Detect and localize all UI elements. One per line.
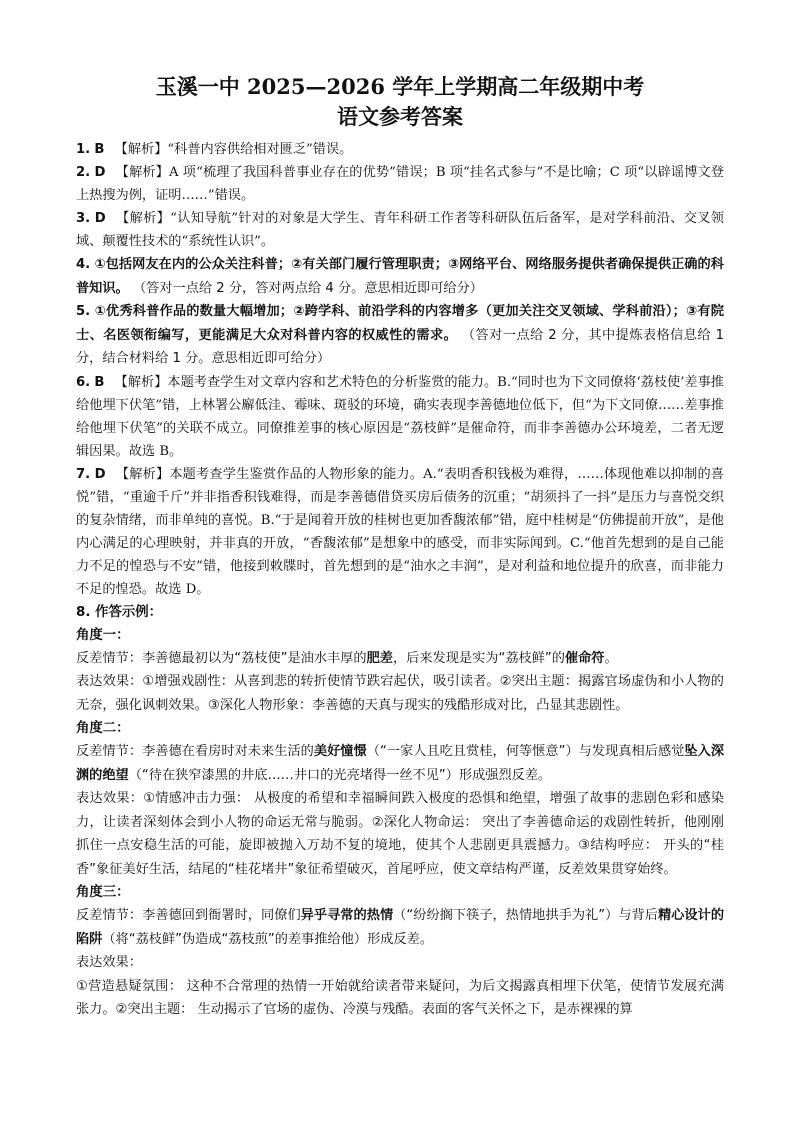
answer-choice: B	[94, 374, 105, 390]
question-number: 1.	[76, 142, 91, 157]
contrast-text: 李善德在看房时对未来生活的	[142, 744, 314, 759]
angle-3-effect-label: 表达效果：	[76, 955, 142, 970]
contrast-text: 李善德最初以为“荔枝使”是油水丰厚的	[141, 650, 367, 666]
analysis-text: 【解析】“科普内容供给相对匮乏”错误。	[114, 142, 353, 157]
answer-key-points: ①优秀科普作品的数量大幅增加；②跨学科、前沿学科的内容增多（更加关注交叉领域、学科前沿）；③有院士、名医领衔编写，更能满足大众对科普内容的权威性的需求。	[76, 304, 724, 343]
contrast-text: （“纷纷搁下筷子，热情地拱手为礼”）与背后	[393, 908, 658, 923]
contrast-label: 反差情节：	[76, 908, 143, 923]
question-number: 2.	[76, 165, 91, 180]
question-6	[76, 371, 724, 463]
analysis-text: 【解析】A 项“梳理了我国科普事业存在的优势”错误；B 项“挂名式参与”不是比喻；C 项“以辟谣博文登上热搜为例，证明……”错误。	[76, 165, 724, 203]
contrast-text: 。	[604, 650, 618, 666]
scoring-note: （答对一点给 2 分，其中提炼表格信息给 1 分，结合材料给 1 分。意思相近即可给分）	[76, 327, 724, 366]
page-subtitle: 语文参考答案	[337, 104, 463, 129]
page-title: 玉溪一中 2025—2026 学年上学期高二年级期中考	[155, 74, 645, 99]
angle-2-contrast	[76, 740, 724, 787]
contrast-keyword: 肥差	[366, 650, 393, 666]
answer-key-points: ①包括网友在内的公众关注科普；②有关部门履行管理职责；③网络平台、网络服务提供者确保提供正确的科普知识。	[76, 257, 724, 296]
scoring-note: （答对一点给 2 分，答对两点给 4 分。意思相近即可给分）	[132, 280, 483, 296]
analysis-text: 【解析】“认知导航”针对的对象是大学生、青年科研工作者等科研队伍后备军，是对学科前沿、交叉领域、颠覆性技术的“系统性认识”。	[76, 211, 724, 249]
contrast-label: 反差情节：	[76, 744, 143, 759]
angle-1-contrast	[76, 647, 724, 671]
contrast-keyword: 催命符	[564, 650, 605, 666]
angle-3-effect: ①营造悬疑氛围： 这种不合常理的热情一开始就给读者带来疑问，为后文揭露真相埋下伏笔，使情节发展充满张力。②突出主题： 生动揭示了官场的虚伪、冷漠与残酷。表面的客气关怀之下，是赤裸裸的算	[76, 978, 724, 1017]
answer-choice: B	[94, 142, 105, 157]
angle-1-heading: 角度一：	[76, 627, 130, 643]
angle-1-effect: 表达效果：①增强戏剧性：从喜到悲的转折使情节跌宕起伏，吸引读者。②突出主题：揭露官场虚伪和小人物的无奈，强化讽刺效果。③深化人物形象：李善德的天真与现实的残酷形成对比，凸显其悲剧性。	[76, 674, 724, 713]
question-2	[76, 161, 724, 207]
contrast-text: （“一家人且吃且赏桂，何等惬意”）与发现真相后感觉	[366, 744, 685, 759]
angle-3-heading: 角度三：	[76, 885, 130, 900]
question-number: 8.	[76, 604, 91, 620]
question-3	[76, 207, 724, 253]
angle-3-contrast	[76, 904, 724, 951]
question-number: 5.	[76, 304, 91, 319]
question-5	[76, 300, 724, 371]
contrast-text: ，后来发现是实为“荔枝鲜”的	[392, 650, 565, 666]
answer-choice: D	[94, 466, 106, 482]
analysis-text: 【解析】本题考查学生鉴赏作品的人物形象的能力。A.“表明香积钱极为难得，……体现他难以抑制的喜悦”错，“重逾千斤”并非指香积钱难得，而是李善德借贷买房后债务的沉重；“胡须抖了一抖”是压力与喜悦交织的复杂情绪，而非单纯的喜悦。B.“于是闻着开放的桂树也更加香馥浓郁”错，庭中桂树是“仿佛提前开放”，是他内心满足的心理映射，并非真的开放，“香馥浓郁”是想象中的感受，而非实际闻到。C.“他首先想到的是自己能力不足的惶恐与不安”错，他接到敕牒时，首先想到的是“油水之丰润”，是对利益和地位提升的欣喜，而非能力不足的惶恐。故选 D。	[76, 466, 724, 597]
analysis-text: 【解析】本题考查学生对文章内容和艺术特色的分析鉴赏的能力。B.“同时也为下文同僚将‘荔枝使’差事推给他埋下伏笔”错，上林署公廨低洼、霉味、斑驳的环境，确实表现李善德地位低下，但“为下文同僚……差事推给他埋下伏笔”的关联不成立。同僚推差事的核心原因是“荔枝鲜”是催命符，而非李善德办公环境差，二者无逻辑因果。故选 B。	[76, 374, 724, 459]
contrast-keyword: 坠入深渊的绝望	[76, 744, 725, 783]
angle-2-heading: 角度二：	[76, 721, 130, 736]
question-number: 3.	[76, 211, 91, 226]
contrast-keyword: 异乎寻常的热情	[300, 908, 394, 923]
question-7	[76, 463, 724, 601]
question-number: 6.	[76, 374, 91, 390]
question-1	[76, 138, 724, 161]
question-8-label: 作答示例：	[95, 604, 163, 620]
question-number: 4.	[76, 257, 91, 272]
answer-choice: D	[94, 165, 106, 180]
question-8	[76, 601, 724, 624]
contrast-keyword: 美好憧憬	[313, 744, 367, 759]
contrast-text: （将“荔枝鲜”伪造成“荔枝煎”的差事推给他）形成反差。	[102, 931, 434, 947]
angle-2-effect: 表达效果：①情感冲击力强： 从极度的希望和幸福瞬间跌入极度的恐惧和绝望，增强了故事的悲剧色彩和感染力，让读者深刻体会到小人物的命运无常与脆弱。②深化人物命运： 突出了李善德命运的戏剧性转折，他刚刚抓住一点安稳生活的可能，旋即被抛入万劫不复的境地，使其个人悲剧更具震撼力。③结构呼应： 开头的“桂香”象征美好生活，结尾的“桂花堵井”象征希望破灭，首尾呼应，使文章结构严谨，反差效果贯穿始终。	[76, 791, 724, 877]
contrast-text: 李善德回到衙署时，同僚们	[142, 908, 301, 923]
question-4	[76, 253, 724, 300]
contrast-text: （“待在狭窄漆黑的井底……井口的光亮堵得一丝不见”）形成强烈反差。	[128, 767, 552, 783]
answer-choice: D	[94, 211, 106, 226]
contrast-label: 反差情节：	[76, 650, 142, 666]
question-number: 7.	[76, 466, 91, 482]
contrast-keyword: 精心设计的陷阱	[76, 908, 725, 947]
